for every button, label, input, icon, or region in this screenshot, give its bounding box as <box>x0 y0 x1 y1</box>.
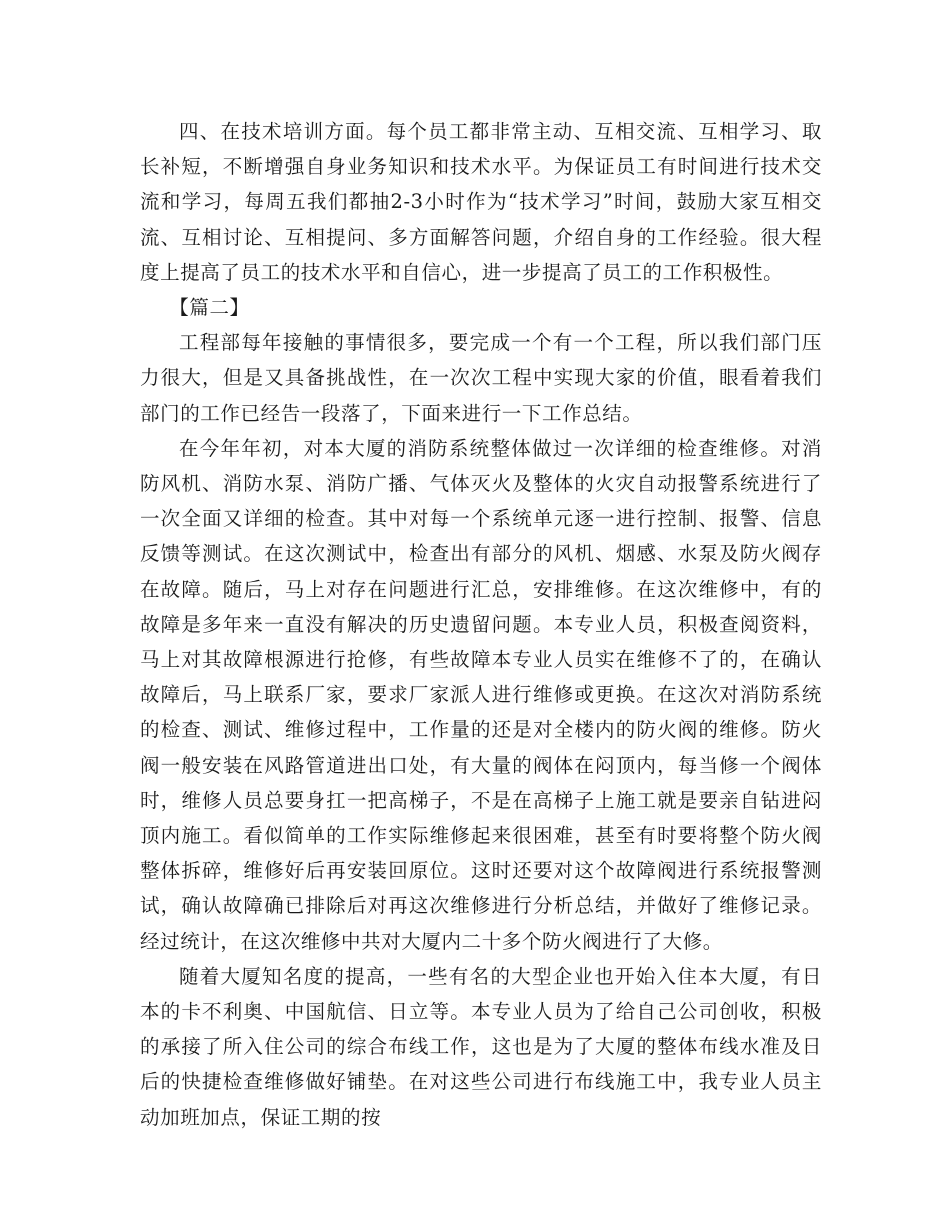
paragraph-engineering-intro: 工程部每年接触的事情很多，要完成一个有一个工程，所以我们部门压力很大，但是又具备挑战性，在一次次工程中实现大家的价值，眼看着我们部门的工作已经告一段落了，下面来进行一下工作总结。 <box>140 331 822 425</box>
section-heading-part-two: 【篇二】 <box>169 296 250 320</box>
document-body <box>140 114 822 1135</box>
paragraph-tech-training: 四、在技术培训方面。每个员工都非常主动、互相交流、互相学习、取长补短，不断增强自身业务知识和技术水平。为保证员工有时间进行技术交流和学习，每周五我们都抽2-3小时作为“技术学习”时间，鼓励大家互相交流、互相讨论、互相提问、多方面解答问题，介绍自身的工作经验。很大程度上提高了员工的技术水平和自信心，进一步提高了员工的工作积极性。 <box>140 120 822 284</box>
paragraph-cabling-work: 随着大厦知名度的提高，一些有名的大型企业也开始入住本大厦，有日本的卡不利奥、中国航信、日立等。本专业人员为了给自己公司创收，积极的承接了所入住公司的综合布线工作，这也是为了大厦的整体布线水准及日后的快捷检查维修做好铺垫。在对这些公司进行布线施工中，我专业人员主动加班加点，保证工期的按 <box>140 964 822 1129</box>
paragraph-fire-system-maintenance: 在今年年初，对本大厦的消防系统整体做过一次详细的检查维修。对消防风机、消防水泵、消防广播、气体灭火及整体的火灾自动报警系统进行了一次全面又详细的检查。其中对每一个系统单元逐一进行控制、报警、信息反馈等测试。在这次测试中，检查出有部分的风机、烟感、水泵及防火阀存在故障。随后，马上对存在问题进行汇总，安排维修。在这次维修中，有的故障是多年来一直没有解决的历史遗留问题。本专业人员，积极查阅资料，马上对其故障根源进行抢修，有些故障本专业人员实在维修不了的，在确认故障后，马上联系厂家，要求厂家派人进行维修或更换。在这次对消防系统的检查、测试、维修过程中，工作量的还是对全楼内的防火阀的维修。防火阀一般安装在风路管道进出口处，有大量的阀体在闷顶内，每当修一个阀体时，维修人员总要身扛一把高梯子，不是在高梯子上施工就是要亲自钻进闷顶内施工。看似简单的工作实际维修起来很困难，甚至有时要将整个防火阀整体拆碎，维修好后再安装回原位。这时还要对这个故障阀进行系统报警测试，确认故障确已排除后对再这次维修进行分析总结，并做好了维修记录。经过统计，在这次维修中共对大厦内二十多个防火阀进行了大修。 <box>140 436 822 953</box>
